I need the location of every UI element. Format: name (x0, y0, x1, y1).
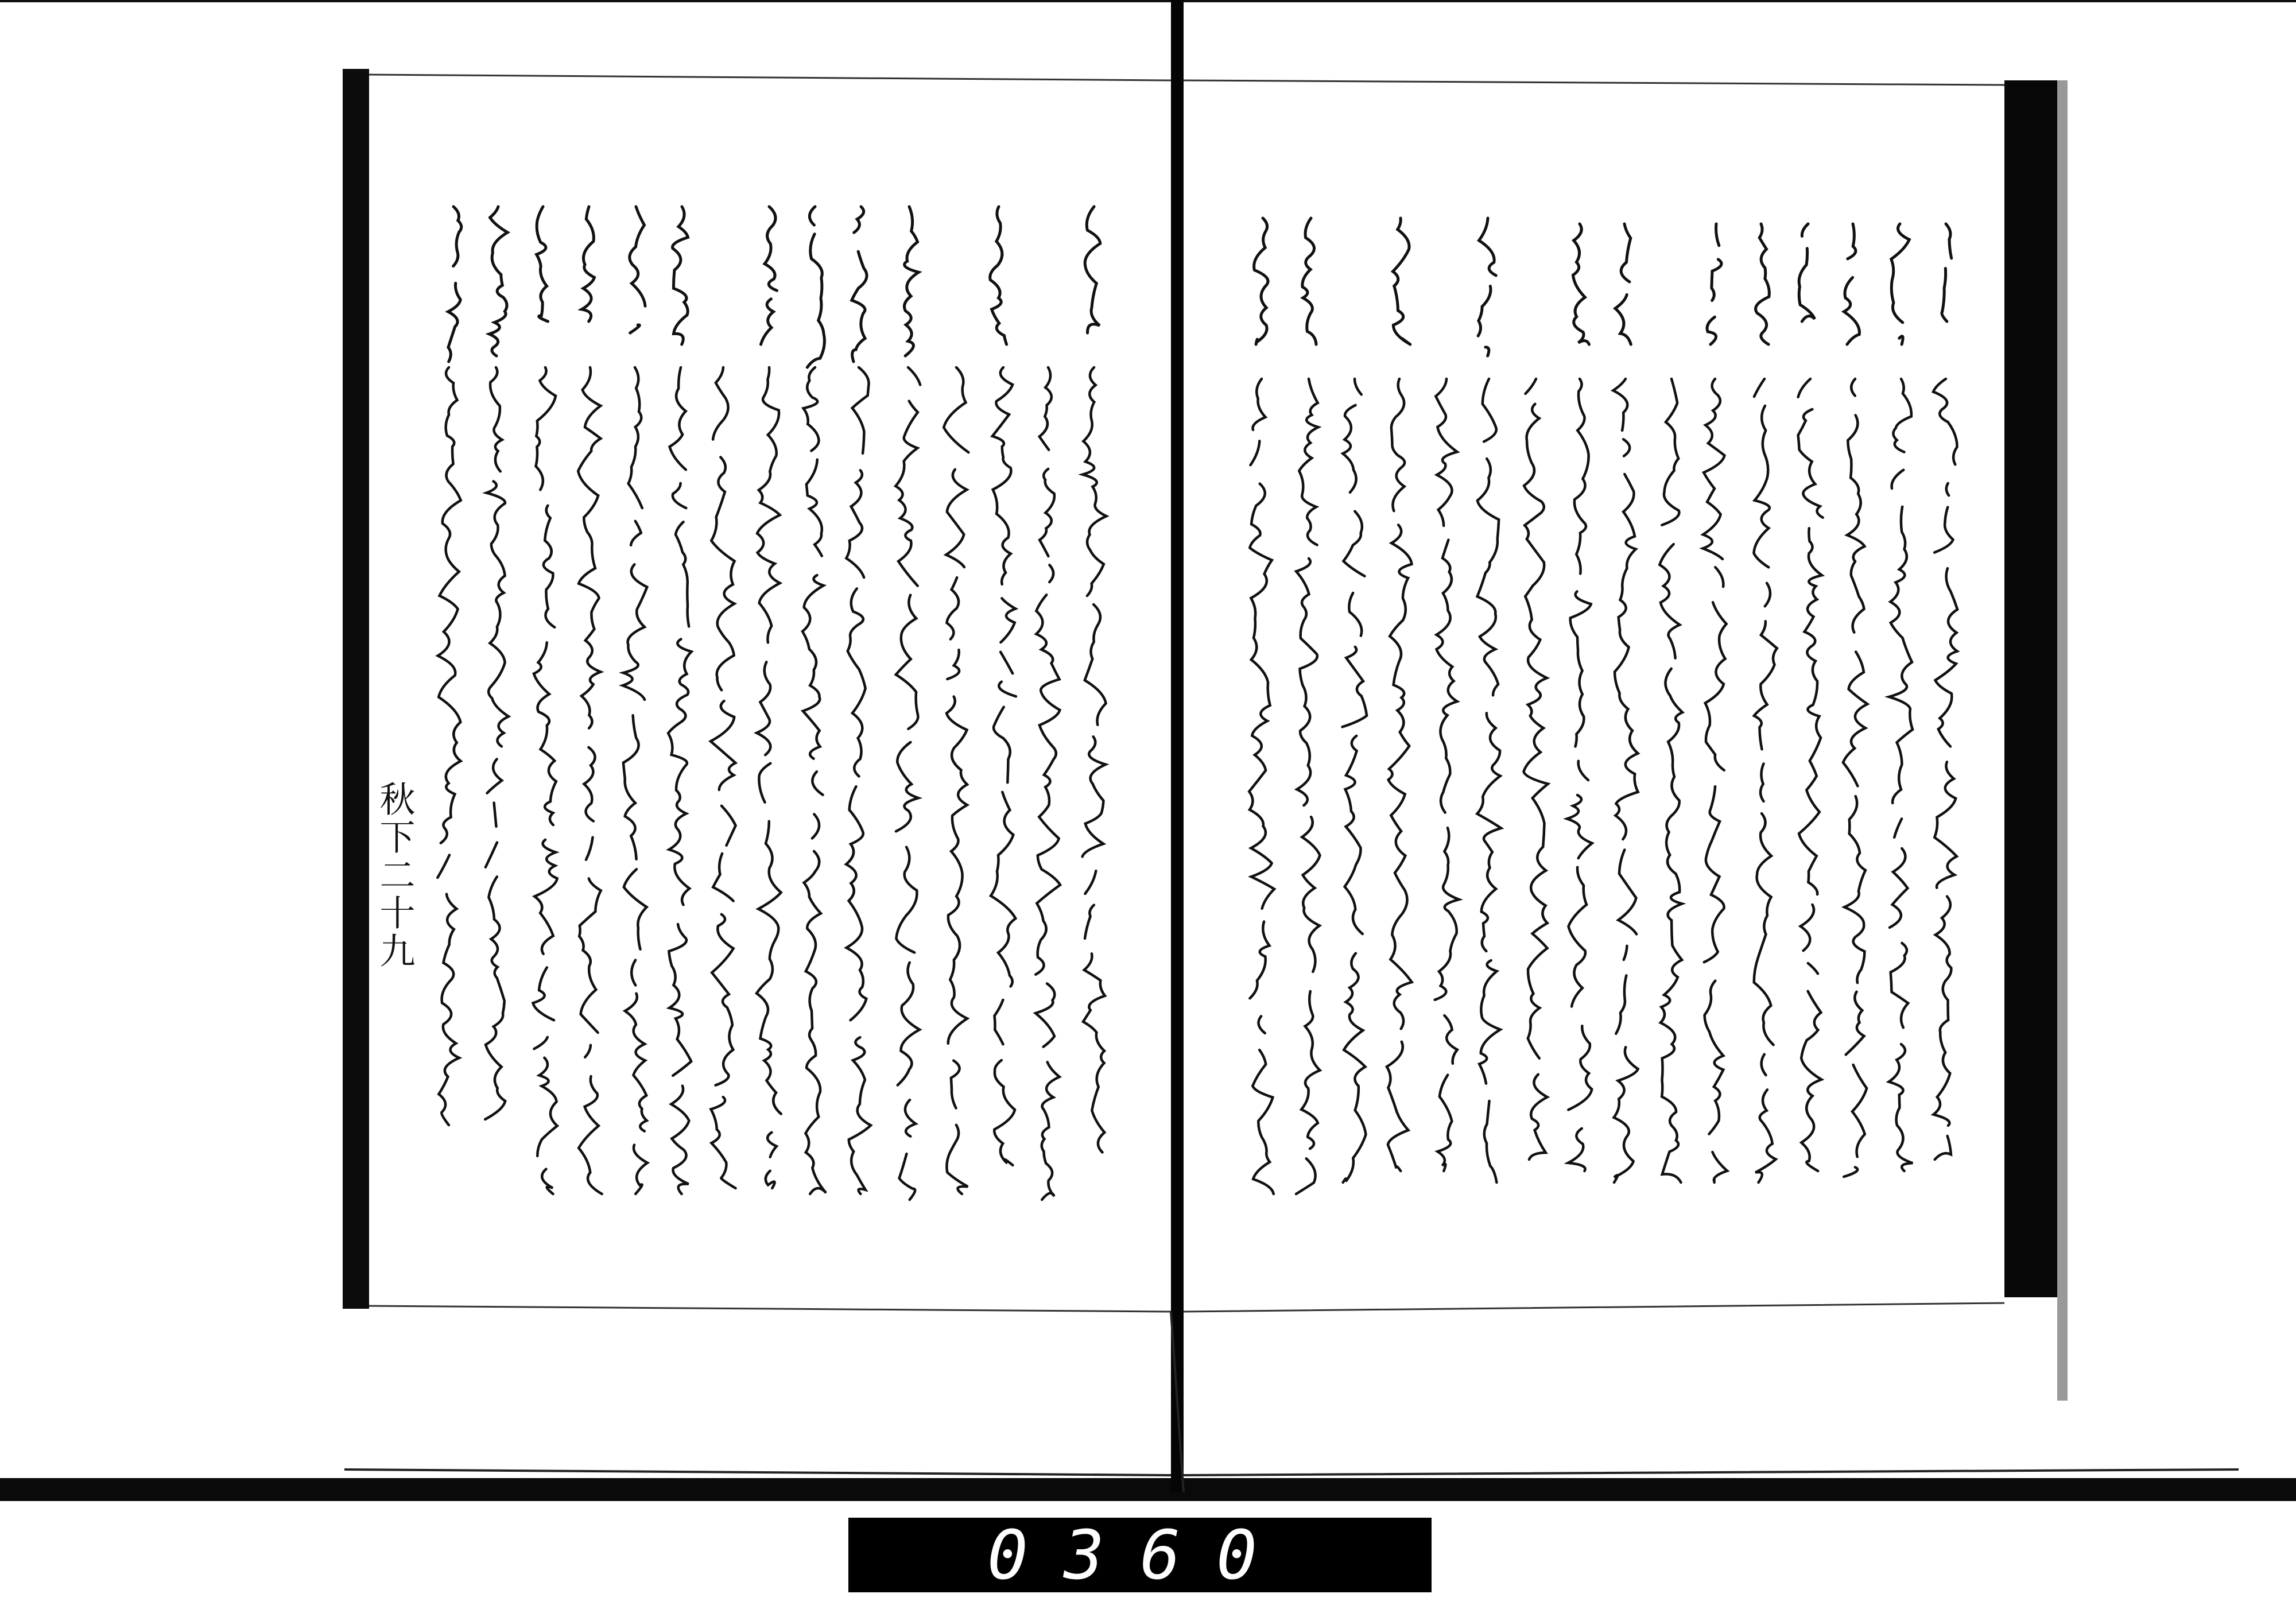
left-page-edge-shadow (343, 69, 369, 1309)
right-page-edge-shadow (2004, 80, 2057, 1297)
folio-label: 秋下二十九 (374, 781, 416, 970)
frame-number: 0360 (987, 1515, 1293, 1595)
gutter-binding (1171, 0, 1184, 1492)
